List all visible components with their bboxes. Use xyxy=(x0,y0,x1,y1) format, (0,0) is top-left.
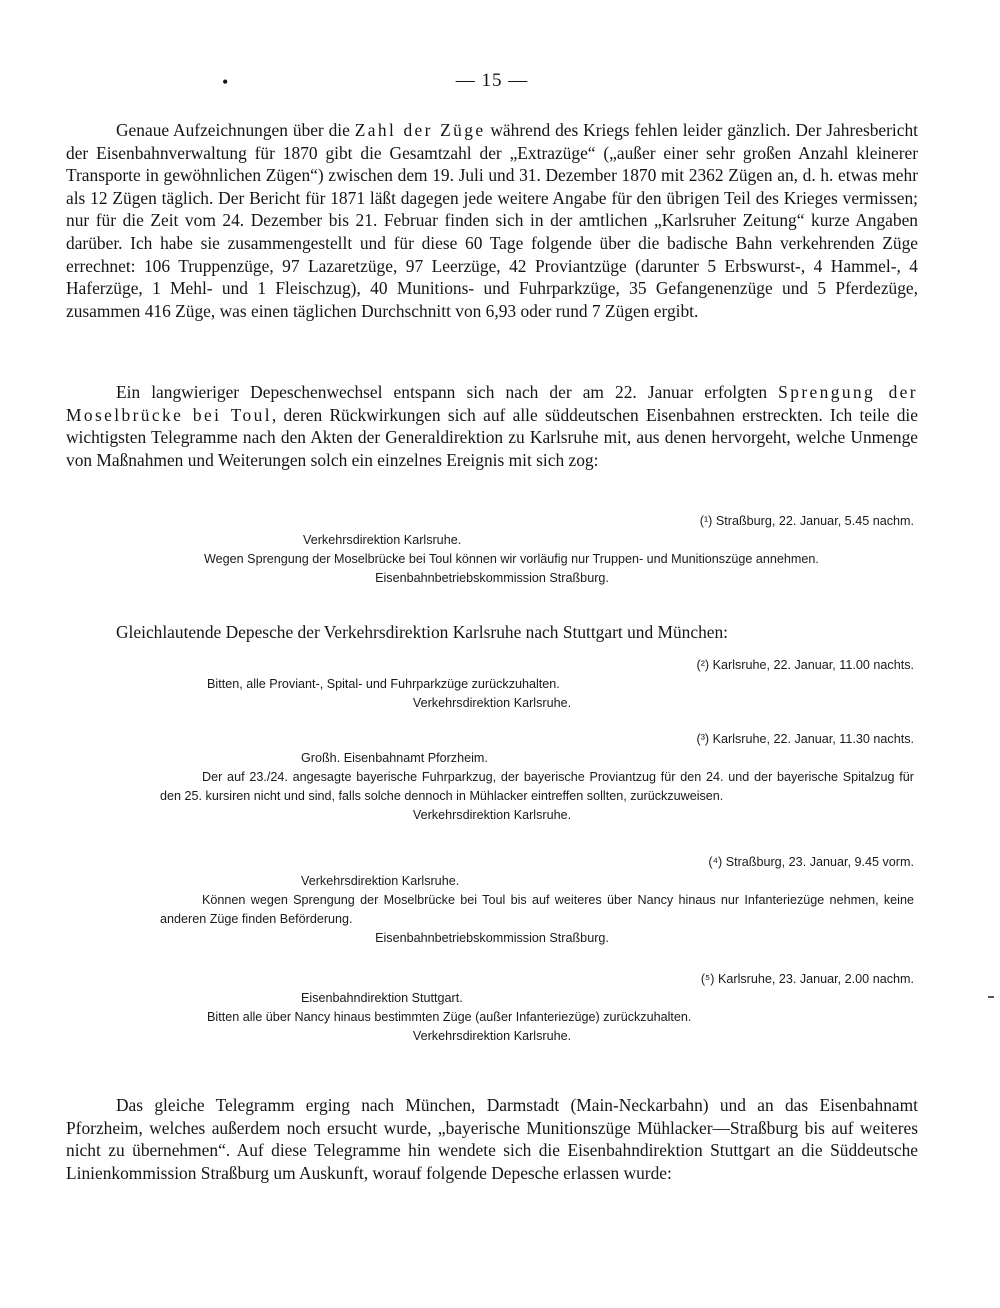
telegram-5-header: (⁵) Karlsruhe, 23. Januar, 2.00 nachm. xyxy=(700,972,914,986)
page-number: — 15 — xyxy=(455,70,529,91)
page-speck: • xyxy=(222,72,229,92)
telegram-3-addressee: Großh. Eisenbahnamt Pforzheim. xyxy=(301,751,488,765)
paragraph-train-counts: Genaue Aufzeichnungen über die Zahl der Züge während des Kriegs fehlen leider gänzlich. Der Jahresbericht der Eisenbahnverwaltung für 1870 gibt die Gesamtzahl der „Extrazüge“ („außer einer sehr großen Anzahl kleinerer Transporte in gewöhnlichen Zügen“) zwischen dem 19. Juli und 31. Dezember 1870 mit 2362 Zügen an, d. h. etwas mehr als 12 Zügen täglich. Der Bericht für 1871 läßt dagegen jede weitere Angabe für den übrigen Teil des Krieges vermissen; nur für die Zeit vom 24. Dezember bis 21. Februar finden sich in der amtlichen „Karlsruher Zeitung“ kurze Angaben darüber. Ich habe sie zusammengestellt und für diese 60 Tage folgende über die badische Bahn verkehrenden Züge errechnet: 106 Truppenzüge, 97 Lazaretzüge, 97 Leerzüge, 42 Proviantzüge (darunter 5 Erbswurst-, 4 Hammel-, 4 Haferzüge, 1 Mehl- und 1 Fleischzug), 40 Munitions- und Fuhrparkzüge, 35 Gefangenenzüge und 5 Pferdezüge, zusammen 416 Züge, was einen täglichen Durchschnitt von 6,93 oder rund 7 Zügen ergibt. xyxy=(66,120,919,321)
paragraph-moselbruecke: Ein langwieriger Depeschenwechsel entspann sich nach der am 22. Januar erfolgten Sprengung der Moselbrücke bei Toul, deren Rückwirkungen sich auf alle süddeutschen Eisenbahnen erstreckten. Ich teile die wichtigsten Telegramme nach den Akten der Generaldirektion zu Karlsruhe mit, aus denen hervorgeht, welche Unmenge von Maßnahmen und Weiterungen solch ein einzelnes Ereignis mit sich zog: xyxy=(66,382,918,470)
emphasis-zahl-der-zuege: Zahl der Züge xyxy=(354,120,486,140)
telegram-3-header: (³) Karlsruhe, 22. Januar, 11.30 nachts. xyxy=(696,732,914,746)
telegram-4-addressee: Verkehrsdirektion Karlsruhe. xyxy=(301,874,460,888)
paragraph-gleichlautende-depesche: Gleichlautende Depesche der Verkehrsdirektion Karlsruhe nach Stuttgart und München: xyxy=(116,622,729,642)
telegram-1-signature: Eisenbahnbetriebskommission Straßburg. xyxy=(375,571,609,585)
telegram-5-signature: Verkehrsdirektion Karlsruhe. xyxy=(412,1029,572,1043)
telegram-2-header: (²) Karlsruhe, 22. Januar, 11.00 nachts. xyxy=(696,658,914,672)
margin-mark xyxy=(988,996,994,998)
telegram-3 xyxy=(66,730,918,825)
telegram-4 xyxy=(66,853,918,948)
telegram-3-signature: Verkehrsdirektion Karlsruhe. xyxy=(412,808,572,822)
telegram-3-body: Der auf 23./24. angesagte bayerische Fuhrparkzug, der bayerische Proviantzug für den 24. und der bayerische Spitalzug für den 25. kursiren nicht und sind, falls solche dennoch in Mühlacker eintreffen sollten, zurückzuweisen. xyxy=(160,770,914,803)
telegram-4-body: Können wegen Sprengung der Moselbrücke bei Toul bis auf weiteres über Nancy hinaus nur Infanteriezüge nehmen, keine anderen Züge finden Beförderung. xyxy=(160,893,914,926)
telegram-5-body: Bitten alle über Nancy hinaus bestimmten Züge (außer Infanteriezüge) zurückzuhalten. xyxy=(207,1010,692,1024)
telegram-4-header: (⁴) Straßburg, 23. Januar, 9.45 vorm. xyxy=(708,855,914,869)
telegram-1-body: Wegen Sprengung der Moselbrücke bei Toul können wir vorläufig nur Truppen- und Munitionszüge annehmen. xyxy=(204,552,819,566)
emphasis-sprengung-moselbruecke: Sprengung der Moselbrücke bei Toul xyxy=(66,382,918,425)
paragraph-gleiche-telegramm: Das gleiche Telegramm erging nach München, Darmstadt (Main-Neckarbahn) und an das Eisenbahnamt Pforzheim, welches außerdem noch ersucht wurde, „bayerische Munitionszüge Mühlacker—Straßburg bis auf weiteres nicht zu übernehmen“. Auf diese Telegramme hin wendete sich die Eisenbahndirektion Stuttgart an die Süddeutsche Linienkommission Straßburg um Auskunft, worauf folgende Depesche erlassen wurde: xyxy=(66,1095,918,1183)
telegram-2 xyxy=(66,656,918,713)
telegram-2-signature: Verkehrsdirektion Karlsruhe. xyxy=(412,696,572,710)
telegram-1 xyxy=(66,512,918,588)
telegram-5-addressee: Eisenbahndirektion Stuttgart. xyxy=(301,991,463,1005)
telegram-4-signature: Eisenbahnbetriebskommission Straßburg. xyxy=(375,931,609,945)
telegram-1-addressee: Verkehrsdirektion Karlsruhe. xyxy=(303,533,462,547)
telegram-5 xyxy=(66,970,918,1046)
telegram-2-body: Bitten, alle Proviant-, Spital- und Fuhrparkzüge zurückzuhalten. xyxy=(207,677,560,691)
telegram-1-header: (¹) Straßburg, 22. Januar, 5.45 nachm. xyxy=(699,514,914,528)
